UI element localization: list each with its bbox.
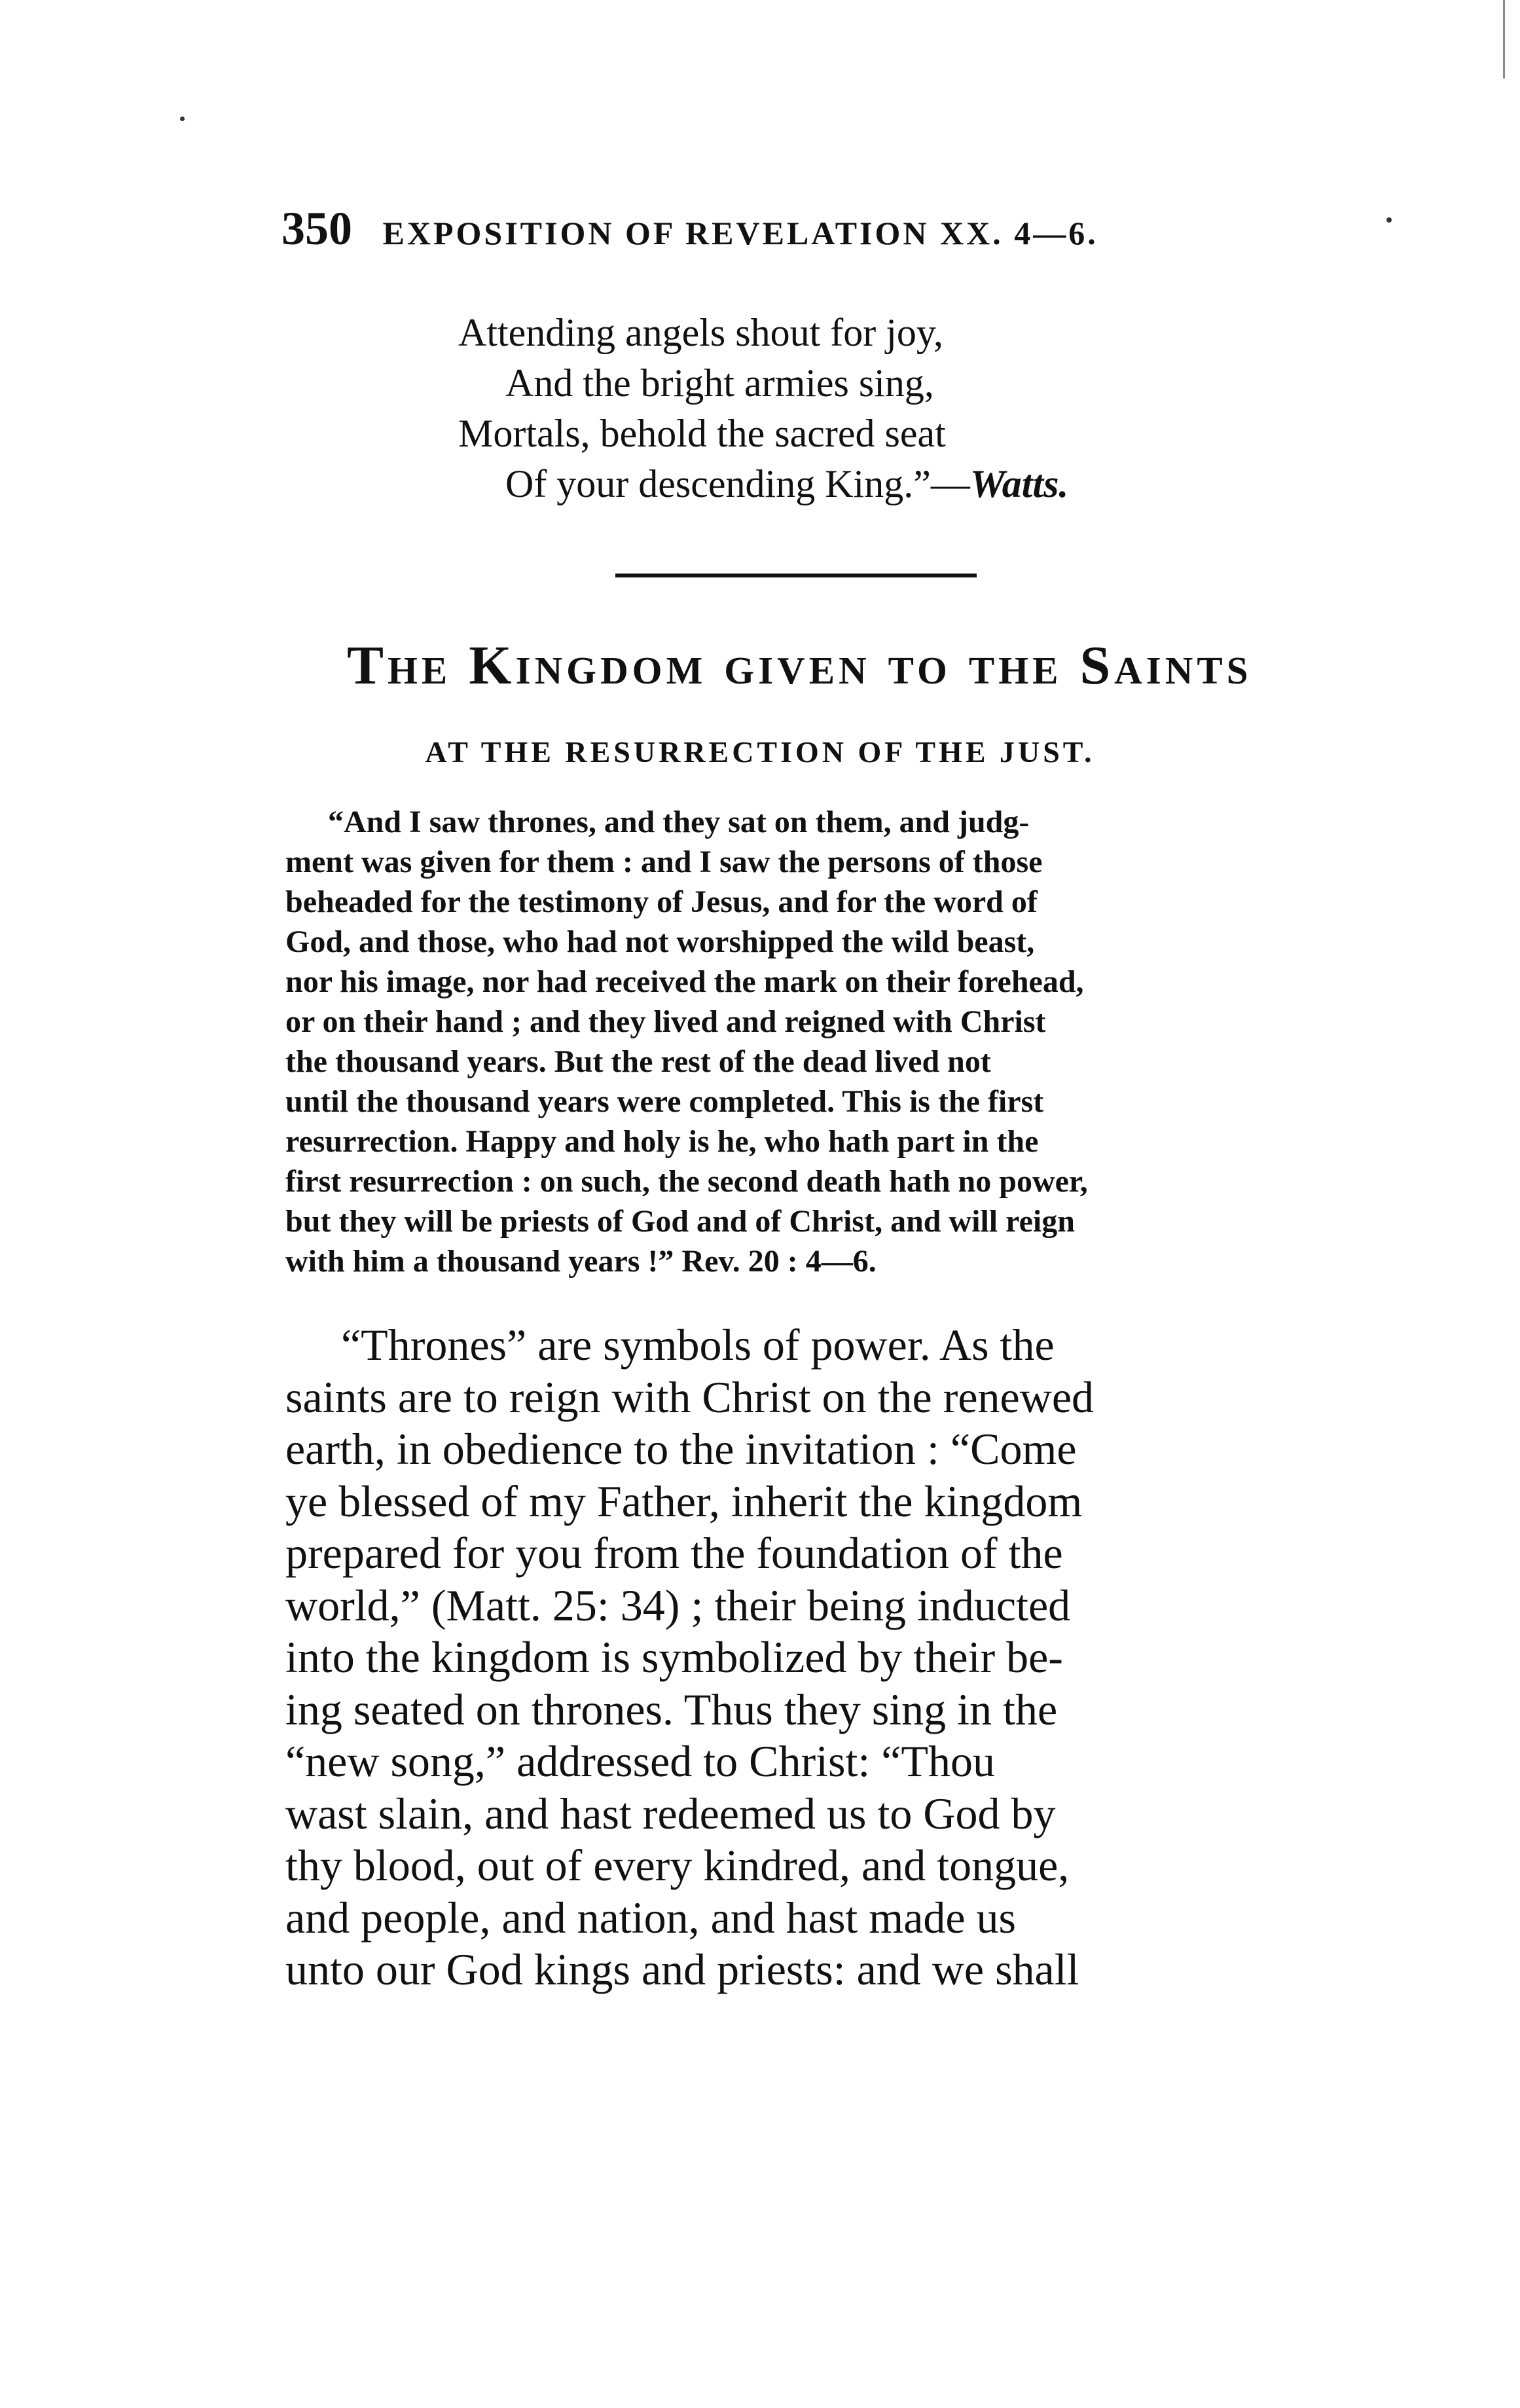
body-paragraph xyxy=(285,1319,1359,1996)
running-header xyxy=(281,202,1237,256)
body-line: unto our God kings and priests: and we shall xyxy=(285,1944,1079,1994)
running-title: EXPOSITION OF REVELATION XX. 4—6. xyxy=(382,215,1098,251)
scan-edge-mark xyxy=(1503,0,1505,79)
poem-line-text: Of your descending King.”— xyxy=(505,462,970,505)
body-line: ye blessed of my Father, inherit the kingdom xyxy=(285,1476,1083,1526)
scripture-line: God, and those, who had not worshipped the wild beast, xyxy=(285,924,1035,959)
body-line: prepared for you from the foundation of the xyxy=(285,1528,1063,1578)
scan-speck xyxy=(1386,217,1392,223)
body-line: and people, and nation, and hast made us xyxy=(285,1892,1017,1943)
scripture-line: ment was given for them : and I saw the persons of those xyxy=(285,845,1043,879)
scripture-line: “And I saw thrones, and they sat on them, and judg- xyxy=(328,805,1030,839)
body-line: ing seated on thrones. Thus they sing in the xyxy=(285,1684,1058,1734)
body-line: “Thrones” are symbols of power. As the xyxy=(341,1320,1055,1370)
body-line: world,” (Matt. 25: 34) ; their being inducted xyxy=(285,1580,1071,1630)
body-line: thy blood, out of every kindred, and tongue, xyxy=(285,1840,1070,1890)
scripture-line: nor his image, nor had received the mark on their forehead, xyxy=(285,964,1084,999)
scripture-line: until the thousand years were completed. This is the first xyxy=(285,1084,1044,1119)
body-line: wast slain, and hast redeemed us to God by xyxy=(285,1788,1056,1838)
body-line: saints are to reign with Christ on the renewed xyxy=(285,1372,1095,1422)
section-subtitle: AT THE RESURRECTION OF THE JUST. xyxy=(425,735,1095,769)
poem-line: And the bright armies sing, xyxy=(505,361,934,405)
section-divider xyxy=(615,574,977,577)
poem-attribution: Watts. xyxy=(969,462,1069,505)
body-line: “new song,” addressed to Christ: “Thou xyxy=(285,1736,995,1786)
section-title: The Kingdom given to the Saints xyxy=(347,635,1252,696)
scripture-line: the thousand years. But the rest of the dead lived not xyxy=(285,1044,991,1079)
scripture-quote xyxy=(285,802,1359,1281)
scripture-line: beheaded for the testimony of Jesus, and for the word of xyxy=(285,885,1038,919)
scripture-line: but they will be priests of God and of Christ, and will reign xyxy=(285,1204,1075,1239)
page-number: 350 xyxy=(281,202,352,255)
poem-stanza xyxy=(458,308,1068,509)
body-line: earth, in obedience to the invitation : “Come xyxy=(285,1424,1077,1474)
poem-line-last xyxy=(458,459,1068,509)
scan-speck xyxy=(180,117,185,121)
scripture-line: first resurrection : on such, the second death hath no power, xyxy=(285,1164,1088,1199)
scripture-line: or on their hand ; and they lived and reigned with Christ xyxy=(285,1004,1046,1039)
scripture-line: resurrection. Happy and holy is he, who hath part in the xyxy=(285,1124,1039,1159)
scripture-line: with him a thousand years !” Rev. 20 : 4—6. xyxy=(285,1244,877,1279)
body-line: into the kingdom is symbolized by their be- xyxy=(285,1632,1063,1682)
poem-line: Mortals, behold the sacred seat xyxy=(458,412,946,455)
poem-line: Attending angels shout for joy, xyxy=(458,311,944,354)
